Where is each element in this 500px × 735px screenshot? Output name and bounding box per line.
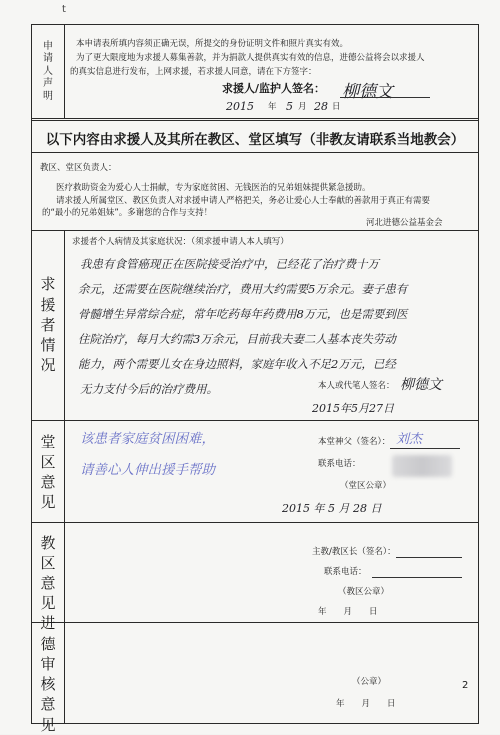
situation-date: 2015年5月27日 — [312, 402, 394, 415]
situation-line-6: 无力支付今后的治疗费用。 — [80, 382, 218, 396]
situation-label: 求 援 者 情 况 — [40, 275, 56, 375]
diocese-label: 教 区 意 见 — [40, 533, 56, 613]
diocese-seal: （教区公章） — [338, 587, 390, 597]
situation-line-5: 能力，两个需要儿女在身边照料，家庭年收入不足2万元，已经 — [78, 357, 396, 371]
notice-addressee: 教区、堂区负责人： — [40, 163, 117, 173]
divider-notice — [31, 230, 479, 231]
applicant-sign-line — [340, 97, 430, 98]
declaration-line-3: 的真实信息进行发布，上网求援，若求援人同意，请在下方签字： — [70, 67, 317, 77]
application-form-page: t 申 请 人 声 明 本申请表所填内容须正确无误，所提交的身份证明文件和照片真实有效。 为了更大限度地为求援人募集善款，并为捐款人提供真实有效的信息，进德公益将会以求援人 的真实信息进行发布，上网求援，若求援人同意，请在下方签字： 求援人/监护人签名： 柳德文 2015 年 5 月 28 日 以下内容由求援人及其所在教区、堂区填写（非教友请联系当地教会） 教区、堂区负责人： 医疗救助资金为爱心人士捐献，专为家庭贫困、无钱医治的兄弟姐妹提供紧急援助。 请求援人所属堂区、教区负责人对求援申请人严格把关，务必让爱心人士奉献的善款用于真正有需要 的“最小的兄弟姐妹”。多谢您的合作与支持！ 河北进德公益基金会 求 援 者 情 况 求援者个人病情及其家庭状况：（须求援申请人本人填写） 我患有食管癌现正在医院接受治疗中，已经花了治疗费十万 余元，还需要在医院继续治疗，费用大约需要5万余元。妻子患有 骨髓增生异常综合症，常年吃药每年药费用8万元，也是需要到医 住院治疗，每月大约需3万余元，目前我夫妻二人基本丧失劳动 能力，两个需要儿女在身边照料，家庭年收入不足2万元，已经 无力支付今后的治疗费用。 本人或代笔人签名： 柳德文 2015年5月27日 堂 区 意 见 该患者家庭贫困困难， 请善心人伸出援手帮助 本堂神父（签名）： 刘杰 联系电话： （堂区公章） 2015 年 5 月 28 日 教 区 意 见 主教/教区长（签名）： 联系电话： （教区公章） 年 月 日 进 德 审 核 意 见 （公章） 年 月 日 2 — [0, 0, 500, 734]
divider-diocese — [31, 622, 479, 623]
notice-org: 河北进德公益基金会 — [366, 218, 443, 228]
parish-opinion-line-2: 请善心人伸出援手帮助 — [80, 462, 215, 478]
declaration-label: 申 请 人 声 明 — [43, 40, 53, 102]
situation-signature: 柳德文 — [400, 377, 442, 393]
notice-line-1: 医疗救助资金为爱心人士捐献，专为家庭贫困、无钱医治的兄弟姐妹提供紧急援助。 — [56, 183, 371, 193]
priest-sign-line — [390, 448, 460, 449]
notice-line-3: 的“最小的兄弟姐妹”。多谢您的合作与支持！ — [42, 208, 213, 218]
declaration-line-2: 为了更大限度地为求援人募集善款，并为捐款人提供真实有效的信息，进德公益将会以求援人 — [76, 53, 425, 63]
vdiv-lower — [64, 230, 65, 724]
page-number: 2 — [462, 680, 469, 691]
bishop-sign-line — [396, 557, 462, 558]
declaration-line-1: 本申请表所填内容须正确无误，所提交的身份证明文件和照片真实有效。 — [76, 39, 349, 49]
parish-seal: （堂区公章） — [340, 481, 392, 491]
divider-title — [31, 152, 479, 153]
divider-declaration — [31, 118, 479, 121]
situation-line-1: 我患有食管癌现正在医院接受治疗中，已经花了治疗费十万 — [80, 257, 379, 271]
bishop-sign-label: 主教/教区长（签名）： — [312, 547, 396, 557]
review-date: 年 月 日 — [336, 699, 396, 709]
parish-opinion-line-1: 该患者家庭贫困困难， — [80, 431, 215, 447]
diocese-phone-line — [372, 577, 462, 578]
situation-line-2: 余元，还需要在医院继续治疗，费用大约需要5万余元。妻子患有 — [78, 282, 408, 296]
diocese-phone-label: 联系电话： — [324, 567, 367, 577]
review-seal: （公章） — [352, 677, 387, 687]
situation-sign-label: 本人或代笔人签名： — [318, 381, 395, 391]
applicant-sign-label: 求援人/监护人签名： — [222, 82, 326, 95]
parish-label: 堂 区 意 见 — [40, 432, 56, 512]
divider-situation — [31, 420, 479, 421]
priest-sign-label: 本堂神父（签名）： — [318, 437, 391, 447]
situation-line-4: 住院治疗，每月大约需3万余元，目前我夫妻二人基本丧失劳动 — [78, 332, 396, 346]
priest-signature: 刘杰 — [396, 432, 423, 447]
top-mark: t — [62, 4, 66, 15]
vdiv-declaration — [64, 24, 65, 118]
review-label: 进 德 审 核 意 见 — [40, 614, 56, 734]
notice-line-2: 请求援人所属堂区、教区负责人对求援申请人严格把关，务必让爱心人士奉献的善款用于真正有需要 — [56, 196, 431, 206]
section-title: 以下内容由求援人及其所在教区、堂区填写（非教友请联系当地教会） — [45, 132, 465, 148]
situation-line-3: 骨髓增生异常综合症，常年吃药每年药费用8万元，也是需要到医 — [78, 307, 408, 321]
divider-parish — [31, 522, 479, 523]
parish-phone-redacted — [392, 455, 452, 477]
situation-heading: 求援者个人病情及其家庭状况：（须求援申请人本人填写） — [72, 237, 289, 247]
parish-date: 2015 年 5 月 28 日 — [282, 502, 382, 515]
diocese-date: 年 月 日 — [318, 607, 378, 617]
parish-phone-label: 联系电话： — [318, 459, 361, 469]
applicant-signature: 柳德文 — [342, 82, 393, 102]
